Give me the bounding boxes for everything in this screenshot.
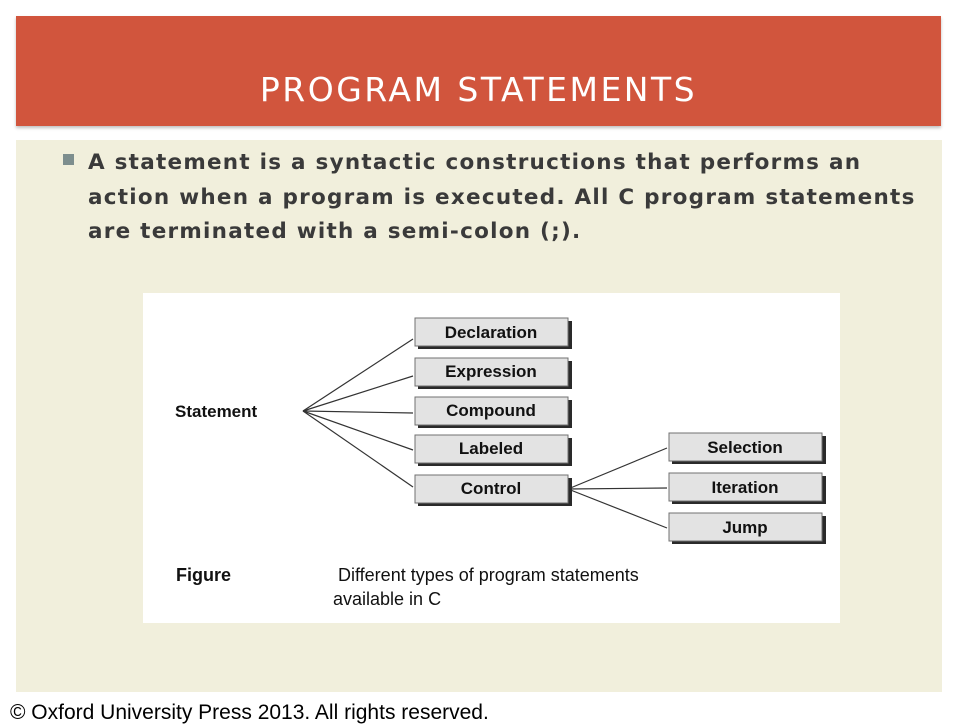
connector-labeled bbox=[303, 411, 413, 450]
box-control bbox=[415, 475, 572, 506]
box-iteration bbox=[669, 473, 826, 504]
label-jump: Jump bbox=[722, 518, 768, 537]
bullet-square-icon bbox=[63, 154, 74, 165]
slide-title: PROGRAM STATEMENTS bbox=[259, 70, 698, 109]
label-selection: Selection bbox=[707, 438, 783, 457]
box-compound bbox=[415, 397, 572, 428]
label-expression: Expression bbox=[445, 362, 537, 381]
box-jump bbox=[669, 513, 826, 544]
connector-expression bbox=[303, 376, 413, 411]
bullet-text: A statement is a syntactic constructions that performs an action when a program is executed. All C program statements are terminated with a semi-colon (;). bbox=[88, 150, 916, 244]
box-expression bbox=[415, 358, 572, 389]
box-labeled bbox=[415, 435, 572, 466]
label-control: Control bbox=[460, 479, 522, 498]
figure-caption-line2: available in C bbox=[333, 589, 442, 609]
label-labeled: Labeled bbox=[458, 439, 524, 458]
root-label-statement: Statement bbox=[175, 402, 258, 421]
connector-iteration bbox=[568, 488, 667, 489]
label-declaration: Declaration bbox=[444, 323, 538, 342]
label-iteration: Iteration bbox=[711, 478, 779, 497]
connector-selection bbox=[568, 448, 667, 489]
copyright-footer: © Oxford University Press 2013. All rights reserved. bbox=[10, 701, 489, 724]
title-bar bbox=[16, 16, 941, 126]
figure-caption-line1: Different types of program statements bbox=[338, 565, 639, 585]
box-declaration bbox=[415, 318, 572, 349]
connector-compound bbox=[303, 411, 413, 413]
connector-jump bbox=[568, 489, 667, 528]
box-selection bbox=[669, 433, 826, 464]
connector-control bbox=[303, 411, 413, 487]
label-compound: Compound bbox=[446, 401, 536, 420]
connector-declaration bbox=[303, 339, 413, 411]
figure-caption-label: Figure bbox=[176, 565, 232, 585]
statement-types-figure bbox=[143, 293, 840, 623]
statement-diagram bbox=[143, 293, 840, 623]
